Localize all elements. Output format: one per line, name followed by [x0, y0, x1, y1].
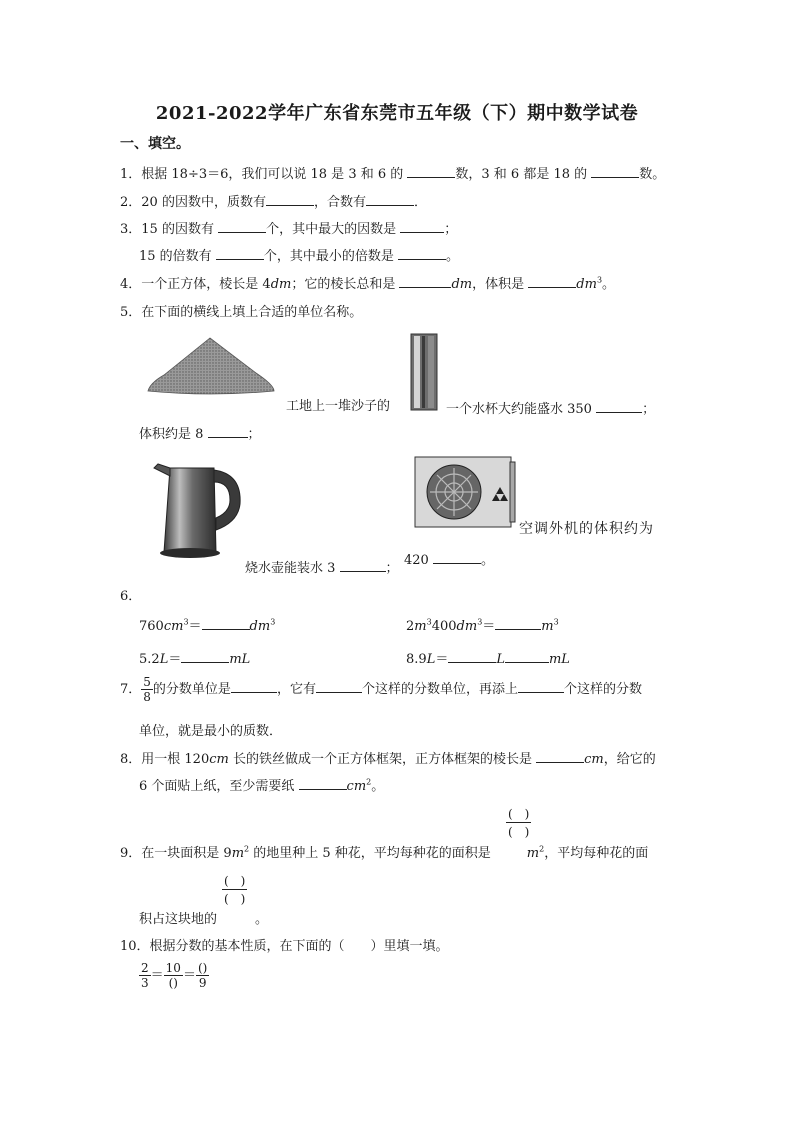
q6-a-unit: cm: [163, 619, 184, 634]
q3-blank-3[interactable]: [216, 245, 264, 260]
q6-item-1: [139, 615, 275, 634]
q3-text-f: 。: [445, 249, 459, 264]
q4-text-c: ，体积是: [472, 277, 529, 292]
q1-text-a: 1．根据 18÷3＝6，我们可以说 18 是 3 和 6 的: [120, 167, 408, 182]
question-7-line-2: 单位，就是最小的质数．: [139, 724, 283, 739]
q6-item-4: [406, 648, 570, 667]
q3-blank-1[interactable]: [218, 218, 266, 233]
cup-caption: 一个水杯大约能盛水 350: [446, 402, 597, 417]
q7-text-b: ，它有: [276, 682, 316, 697]
question-5: 5．在下面的横线上填上合适的单位名称。: [120, 305, 363, 320]
q10-eq-2: ＝: [182, 968, 196, 983]
q6-b-sup: 3: [426, 617, 432, 627]
q6-d-unit2: L: [496, 652, 505, 667]
q5-period: 。: [480, 553, 494, 568]
q2-text-b: ，合数有: [313, 195, 366, 210]
q8-text-e: 。: [371, 779, 385, 794]
q6-blank-5[interactable]: [505, 648, 549, 663]
q7-blank-3[interactable]: [518, 678, 564, 693]
q9-sup-2: 2: [539, 844, 545, 854]
q4-sup: 3: [596, 275, 603, 285]
q10-fraction-2: [164, 961, 183, 990]
q4-text-b: ；它的棱长总和是: [291, 277, 400, 292]
q6-a-sup: 3: [183, 617, 189, 627]
q1-blank-1[interactable]: [407, 163, 455, 178]
q6-c-unit2: mL: [229, 652, 251, 667]
q7-text-d: 个这样的分数: [563, 682, 642, 697]
q8-unit-2: cm: [584, 752, 604, 767]
q5-blank-cup[interactable]: [596, 398, 642, 413]
q8-blank-2[interactable]: [299, 775, 347, 790]
q9-fraction-2-numerator[interactable]: ( ): [224, 874, 246, 888]
q6-b-value2: 400: [431, 619, 457, 634]
q4-blank-1[interactable]: [399, 273, 451, 288]
q9-fraction-1-numerator[interactable]: ( ): [508, 807, 530, 821]
q7-fraction-numerator: 5: [143, 675, 151, 689]
q10-f1-numerator: 2: [141, 961, 149, 975]
section-heading: 一、填空。: [120, 136, 190, 152]
question-10: 10．根据分数的基本性质，在下面的（ ）里填一填。: [120, 939, 449, 954]
q6-blank-4[interactable]: [448, 648, 496, 663]
q4-unit-2: dm: [451, 277, 473, 292]
q3-blank-4[interactable]: [398, 245, 446, 260]
q5-semicolon-2: ；: [247, 427, 261, 442]
q5-kettle-line: [245, 557, 399, 576]
q6-d-eq: ＝: [435, 652, 449, 667]
q5-semicolon-3: ；: [385, 561, 399, 576]
q3-text-e: 个，其中最小的倍数是: [263, 249, 398, 264]
q9-sup-1: 2: [244, 844, 250, 854]
q6-b-sup3: 3: [553, 617, 559, 627]
ac-caption: 空调外机的体积约为: [519, 521, 654, 537]
q6-blank-1[interactable]: [202, 615, 250, 630]
sand-caption: 工地上一堆沙子的: [286, 399, 391, 414]
q9-text-b: 的地里种上 5 种花，平均每种花的面积是: [249, 846, 491, 861]
question-3-line-2: [139, 245, 459, 264]
q2-text-a: 2．20 的因数中，质数有: [120, 195, 266, 210]
q4-text-a: 4．一个正方体，棱长是 4: [120, 277, 271, 292]
q9-text-d: 积占这块地的: [139, 912, 218, 927]
q5-blank-kettle[interactable]: [340, 557, 386, 572]
q4-unit-3: dm: [576, 277, 597, 292]
q3-blank-2[interactable]: [400, 218, 444, 233]
q8-unit-3: cm: [346, 779, 367, 794]
question-3-line-1: [120, 218, 457, 237]
q6-b-unit2: dm: [456, 619, 478, 634]
q10-f3-denominator: 9: [198, 976, 207, 990]
q5-blank-sand[interactable]: [208, 423, 248, 438]
q6-a-value: 760: [139, 619, 164, 634]
q6-d-unit: L: [426, 652, 436, 667]
q6-blank-3[interactable]: [181, 648, 229, 663]
question-1: [120, 163, 665, 182]
question-8-line-2: [139, 775, 384, 794]
q1-blank-2[interactable]: [591, 163, 639, 178]
q6-item-3: [139, 648, 250, 667]
question-9-line-1: [120, 842, 648, 861]
q9-unit-2: m: [526, 846, 540, 861]
q8-text-b: 长的铁丝做成一个正方体框架，正方体框架的棱长是: [228, 752, 537, 767]
q5-ac-line: [404, 549, 494, 568]
ac-unit-image: [414, 456, 516, 530]
q2-blank-2[interactable]: [366, 191, 414, 206]
q3-text-d: 15 的倍数有: [139, 249, 216, 264]
q3-text-c: ；: [444, 222, 458, 237]
q5-sand-line: [139, 423, 261, 442]
q4-blank-2[interactable]: [528, 273, 576, 288]
sand-volume-caption: 体积约是 8: [139, 427, 208, 442]
q9-text-e: 。: [255, 912, 269, 927]
q6-c-eq: ＝: [168, 652, 182, 667]
ac-volume-caption: 420: [404, 553, 433, 568]
question-2: [120, 191, 427, 210]
q6-item-2: [406, 615, 559, 634]
q6-a-eq: ＝: [188, 619, 202, 634]
page-title: 2021-2022学年广东省东莞市五年级（下）期中数学试卷: [155, 103, 639, 124]
q4-text-d: 。: [602, 277, 616, 292]
q5-blank-ac[interactable]: [433, 549, 481, 564]
question-8-line-1: [120, 748, 656, 767]
q8-blank-1[interactable]: [536, 748, 584, 763]
q7-blank-2[interactable]: [316, 678, 362, 693]
q10-eq-1: ＝: [150, 968, 164, 983]
kettle-image: [150, 460, 245, 560]
q10-fraction-3: [196, 961, 209, 990]
q8-text-a: 8．用一根 120: [120, 752, 210, 767]
q6-b-unit3: m: [541, 619, 554, 634]
q9-text-c: ，平均每种花的面: [544, 846, 649, 861]
water-cup-image: [410, 333, 438, 411]
q7-fraction-denominator: 8: [143, 690, 151, 704]
q2-blank-1[interactable]: [266, 191, 314, 206]
q9-fraction-1-denominator[interactable]: ( ): [508, 825, 530, 839]
q3-text-b: 个，其中最大的因数是: [266, 222, 401, 237]
q9-fraction-1: [506, 805, 531, 840]
q9-fraction-2: [222, 872, 247, 907]
q6-b-unit: m: [414, 619, 427, 634]
q7-text-a: 的分数单位是: [152, 682, 231, 697]
q8-text-d: 6 个面贴上纸，至少需要纸: [139, 779, 299, 794]
q6-b-eq: ＝: [482, 619, 496, 634]
question-9-line-2: [139, 908, 268, 927]
q5-cup-line: [446, 398, 655, 417]
q4-unit-1: dm: [270, 277, 292, 292]
q1-text-b: 数，3 和 6 都是 18 的: [455, 167, 592, 182]
q7-fraction: [141, 675, 153, 704]
q9-text-a: 9．在一块面积是 9: [120, 846, 232, 861]
q6-a-sup2: 3: [270, 617, 276, 627]
q10-f1-denominator: 3: [141, 976, 149, 990]
question-4: [120, 273, 615, 292]
q10-f2-denominator-blank[interactable]: (): [168, 976, 178, 990]
q7-blank-1[interactable]: [231, 678, 277, 693]
q10-equation: [139, 961, 209, 990]
sand-pile-image: [146, 335, 276, 397]
q6-d-value: 8.9: [406, 652, 427, 667]
q3-text-a: 3．15 的因数有: [120, 222, 219, 237]
q7-number: 7．: [120, 682, 142, 697]
q6-blank-2[interactable]: [495, 615, 541, 630]
q6-b-sup2: 3: [477, 617, 483, 627]
q6-a-unit2: dm: [249, 619, 271, 634]
q6-c-unit: L: [159, 652, 169, 667]
q10-f3-numerator-blank[interactable]: (): [197, 961, 208, 975]
q8-unit-1: cm: [209, 752, 229, 767]
kettle-caption: 烧水壶能装水 3: [245, 561, 340, 576]
q9-fraction-2-denominator[interactable]: ( ): [224, 892, 246, 906]
q8-text-c: ，给它的: [603, 752, 656, 767]
q10-fraction-1: [139, 961, 151, 990]
q6-d-unit3: mL: [548, 652, 570, 667]
q10-f2-numerator: 10: [165, 961, 181, 975]
q9-unit-1: m: [231, 846, 245, 861]
q6-b-value: 2: [406, 619, 415, 634]
q2-text-c: ．: [413, 195, 427, 210]
q5-semicolon-1: ；: [642, 402, 656, 417]
q7-text-c: 个这样的分数单位，再添上: [361, 682, 518, 697]
q1-text-c: 数。: [639, 167, 666, 182]
q8-sup: 2: [366, 777, 372, 787]
question-6: 6．: [120, 589, 142, 604]
q6-c-value: 5.2: [139, 652, 160, 667]
question-7-line-1: [120, 675, 642, 704]
